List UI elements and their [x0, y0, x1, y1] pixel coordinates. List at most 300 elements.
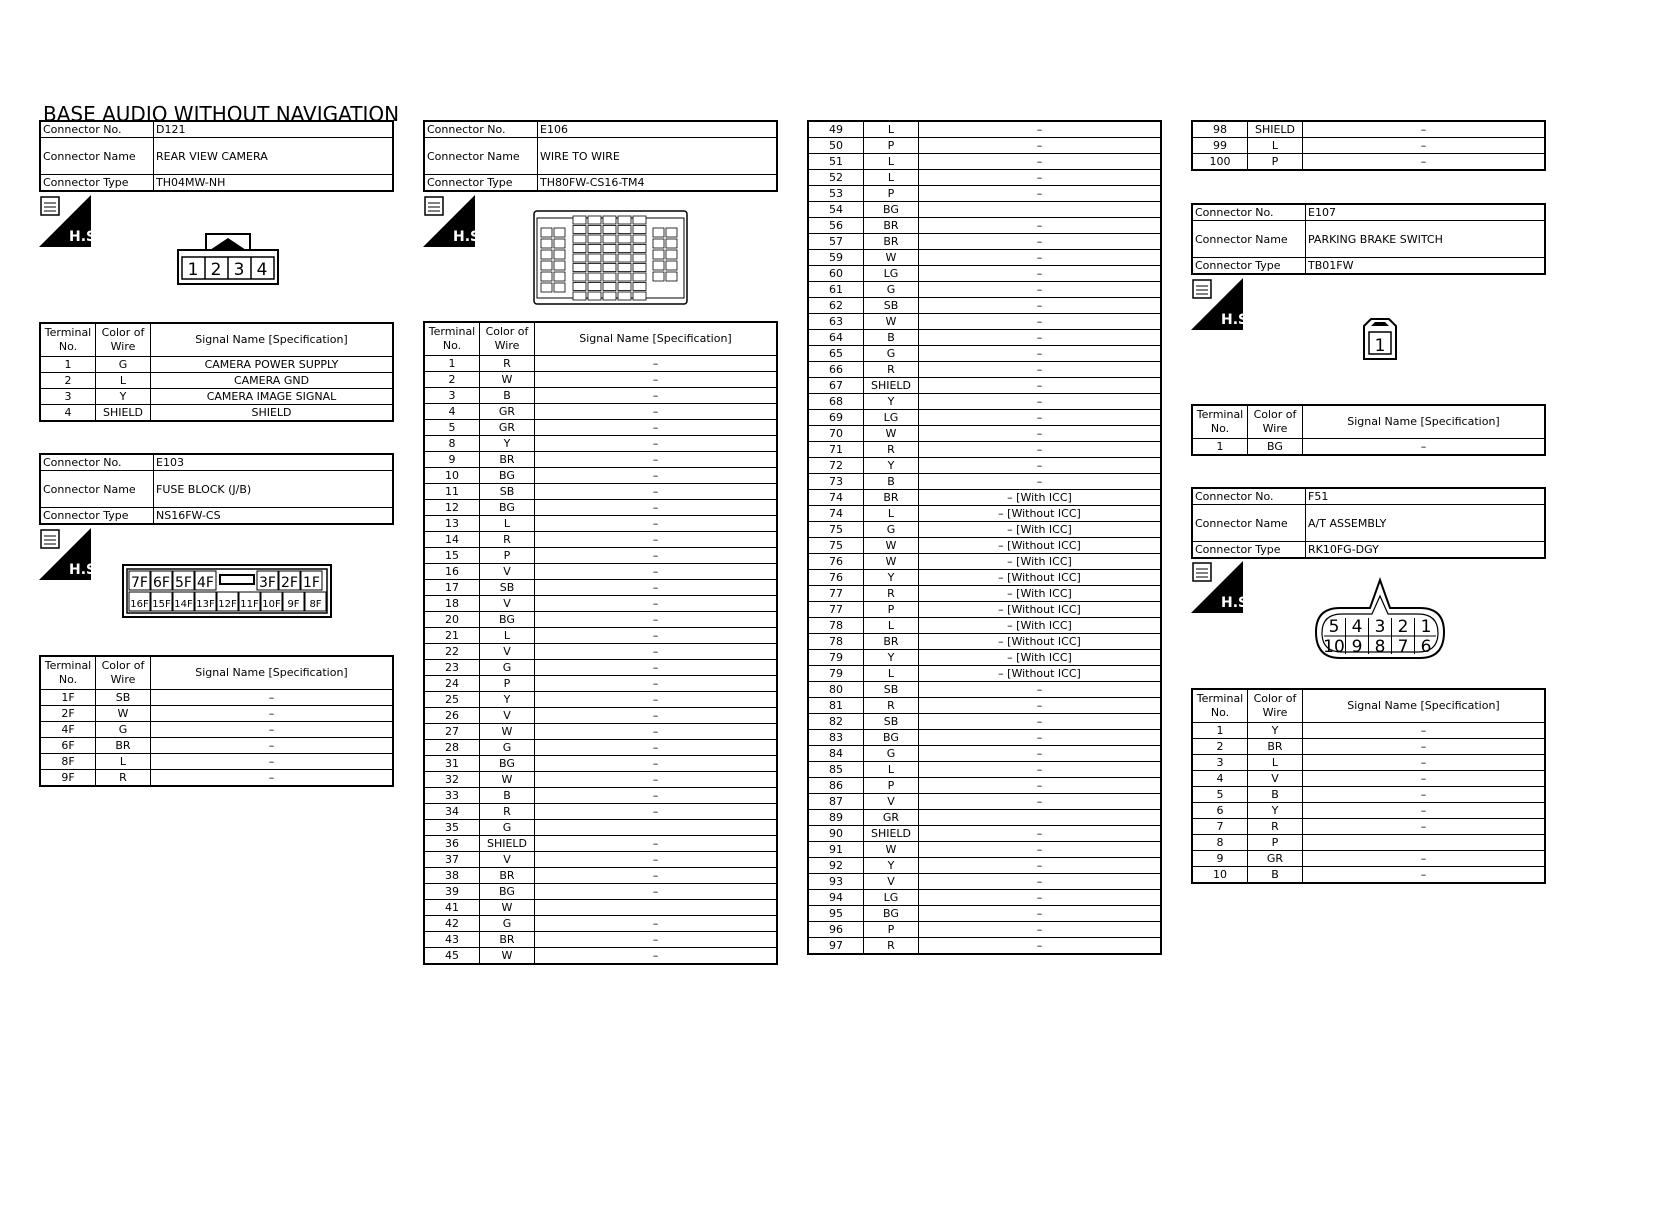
pin-cell — [588, 245, 601, 253]
wire-color-cell: W — [864, 554, 919, 570]
pin-cell — [573, 292, 586, 300]
signal-name-cell: – — [919, 314, 1162, 330]
table-row — [808, 618, 1161, 634]
table-row — [424, 404, 777, 420]
connector-type-value: NS16FW-CS — [154, 508, 394, 525]
wire-color-cell: L — [864, 666, 919, 682]
signal-name-cell: – — [919, 794, 1162, 810]
table-row — [424, 596, 777, 612]
signal-name-cell: CAMERA IMAGE SIGNAL — [151, 389, 394, 405]
wire-color-cell: P — [864, 138, 919, 154]
pin-cell — [666, 272, 677, 281]
harness-side-icon — [39, 195, 102, 247]
terminal-no-cell: 7 — [1192, 819, 1248, 835]
pin-cell — [541, 261, 552, 270]
signal-name-cell: – — [535, 612, 778, 628]
terminal-no-cell: 43 — [424, 932, 480, 948]
fuse-slot-blank — [220, 575, 254, 584]
signal-name-cell: – [With ICC] — [919, 554, 1162, 570]
terminal-no-cell: 89 — [808, 810, 864, 826]
pin-label: 4 — [1351, 617, 1363, 637]
pin-label: 10 — [1323, 637, 1345, 657]
harness-side-icon — [1191, 278, 1254, 330]
signal-name-cell: – — [919, 346, 1162, 362]
wire-color-cell: SHIELD — [864, 826, 919, 842]
terminal-no-cell: 66 — [808, 362, 864, 378]
table-row — [424, 580, 777, 596]
signal-name-cell: – — [1303, 755, 1546, 771]
table-row — [808, 570, 1161, 586]
signal-name-cell: – — [151, 770, 394, 787]
connector-type-label: Connector Type — [40, 175, 154, 192]
signal-name-cell — [535, 900, 778, 916]
terminal-table-e106-part2 — [807, 120, 1162, 955]
pin-label: 2F — [281, 575, 298, 591]
terminal-no-cell: 59 — [808, 250, 864, 266]
terminal-no-cell: 69 — [808, 410, 864, 426]
terminal-no-cell: 71 — [808, 442, 864, 458]
connector-type-value: RK10FG-DGY — [1306, 542, 1546, 559]
terminal-no-cell: 15 — [424, 548, 480, 564]
pin-cell — [554, 283, 565, 292]
pin-cell — [554, 261, 565, 270]
wire-color-cell: BG — [480, 500, 535, 516]
signal-name-cell: – — [919, 330, 1162, 346]
table-row — [1192, 755, 1545, 771]
terminal-no-cell: 32 — [424, 772, 480, 788]
signal-name-cell: – — [919, 410, 1162, 426]
pin-cell — [618, 264, 631, 272]
connector-name-label: Connector Name — [1192, 221, 1306, 258]
connector-face-d121 — [176, 228, 280, 286]
terminal-no-cell: 3 — [424, 388, 480, 404]
table-row — [808, 506, 1161, 522]
wire-color-cell: L — [864, 121, 919, 138]
pin-cell — [541, 239, 552, 248]
connector-type-value: TB01FW — [1306, 258, 1546, 275]
signal-name-cell: – — [919, 442, 1162, 458]
signal-name-cell: CAMERA POWER SUPPLY — [151, 357, 394, 373]
terminal-no-cell: 4 — [1192, 771, 1248, 787]
terminal-no-cell: 84 — [808, 746, 864, 762]
connector-type-value: TH80FW-CS16-TM4 — [538, 175, 778, 192]
terminal-no-cell: 76 — [808, 570, 864, 586]
terminal-no-cell: 91 — [808, 842, 864, 858]
terminal-no-cell: 65 — [808, 346, 864, 362]
pin-cell — [573, 273, 586, 281]
signal-name-header: Signal Name [Specification] — [1303, 405, 1546, 439]
pin-cell — [653, 228, 664, 237]
wire-color-cell: SHIELD — [96, 405, 151, 422]
wire-color-cell: BR — [864, 234, 919, 250]
signal-name-cell: – — [535, 580, 778, 596]
terminal-no-cell: 78 — [808, 618, 864, 634]
table-row — [1192, 819, 1545, 835]
wire-color-cell: BR — [480, 932, 535, 948]
table-row — [1192, 787, 1545, 803]
terminal-no-cell: 81 — [808, 698, 864, 714]
table-row — [808, 730, 1161, 746]
table-row — [424, 804, 777, 820]
wire-color-cell: R — [480, 532, 535, 548]
signal-name-cell: – — [535, 356, 778, 372]
signal-name-cell: – [Without ICC] — [919, 506, 1162, 522]
signal-name-cell: SHIELD — [151, 405, 394, 422]
wire-color-cell: V — [480, 596, 535, 612]
wire-color-cell: G — [480, 740, 535, 756]
wire-color-cell: G — [96, 357, 151, 373]
signal-name-cell: – — [919, 778, 1162, 794]
table-row — [808, 170, 1161, 186]
wire-color-cell: P — [864, 186, 919, 202]
connector-info-e107 — [1191, 203, 1546, 275]
pin-cell — [554, 228, 565, 237]
connector-name-value: PARKING BRAKE SWITCH — [1306, 221, 1546, 258]
table-row — [808, 666, 1161, 682]
terminal-no-cell: 53 — [808, 186, 864, 202]
connector-type-label: Connector Type — [1192, 258, 1306, 275]
signal-name-cell: – — [535, 516, 778, 532]
wire-color-cell: V — [480, 708, 535, 724]
pin-cell — [633, 245, 646, 253]
table-row — [40, 706, 393, 722]
pin-label: 9 — [1351, 637, 1363, 657]
table-row — [808, 714, 1161, 730]
terminal-no-cell: 23 — [424, 660, 480, 676]
pin-cell — [541, 250, 552, 259]
terminal-no-cell: 78 — [808, 634, 864, 650]
pin-cell — [618, 245, 631, 253]
table-row — [808, 266, 1161, 282]
terminal-no-cell: 17 — [424, 580, 480, 596]
signal-name-cell: – — [919, 138, 1162, 154]
terminal-no-header: Terminal No. — [1192, 405, 1248, 439]
connector-info-f51 — [1191, 487, 1546, 559]
terminal-no-cell: 77 — [808, 602, 864, 618]
signal-name-header: Signal Name [Specification] — [535, 322, 778, 356]
pin-label: 6F — [153, 575, 170, 591]
table-row — [40, 690, 393, 706]
terminal-no-cell: 64 — [808, 330, 864, 346]
signal-name-cell: – [With ICC] — [919, 618, 1162, 634]
table-row — [1192, 867, 1545, 884]
harness-side-icon — [423, 195, 486, 247]
pin-cell — [633, 235, 646, 243]
signal-name-header: Signal Name [Specification] — [1303, 689, 1546, 723]
terminal-no-cell: 8 — [1192, 835, 1248, 851]
terminal-no-cell: 1 — [424, 356, 480, 372]
pin-cell — [653, 272, 664, 281]
wire-color-cell: W — [864, 250, 919, 266]
wire-color-cell: SB — [864, 714, 919, 730]
signal-name-cell: – — [919, 842, 1162, 858]
signal-name-cell: – [With ICC] — [919, 490, 1162, 506]
table-row — [1192, 771, 1545, 787]
connector-type-label: Connector Type — [40, 508, 154, 525]
table-row — [424, 676, 777, 692]
terminal-no-cell: 38 — [424, 868, 480, 884]
signal-name-cell: – — [535, 628, 778, 644]
signal-name-cell: – — [535, 868, 778, 884]
hs-label: H.S. — [69, 562, 102, 578]
pin-cell — [603, 264, 616, 272]
signal-name-cell: – — [1303, 121, 1546, 138]
pin-label: 3 — [1374, 617, 1386, 637]
table-row — [424, 372, 777, 388]
signal-name-cell: – — [151, 690, 394, 706]
connector-no-label: Connector No. — [1192, 488, 1306, 505]
signal-name-cell: – — [1303, 851, 1546, 867]
table-row — [808, 218, 1161, 234]
signal-name-cell: – — [919, 874, 1162, 890]
pin-cell — [653, 239, 664, 248]
wire-color-cell: R — [96, 770, 151, 787]
pin-cell — [541, 228, 552, 237]
color-of-wire-header: Color of Wire — [96, 656, 151, 690]
pin-label: 13F — [196, 599, 215, 610]
table-row — [1192, 803, 1545, 819]
table-row — [424, 868, 777, 884]
wire-color-cell: Y — [1248, 803, 1303, 819]
terminal-no-cell: 10 — [1192, 867, 1248, 884]
terminal-no-cell: 75 — [808, 538, 864, 554]
signal-name-cell: – — [919, 378, 1162, 394]
pin-cell — [666, 228, 677, 237]
pin-cell — [588, 226, 601, 234]
pin-cell — [603, 245, 616, 253]
table-row — [40, 770, 393, 787]
wire-color-cell: Y — [1248, 723, 1303, 739]
pin-label: 3 — [233, 260, 245, 280]
table-row — [1192, 739, 1545, 755]
signal-name-cell: – — [919, 762, 1162, 778]
pin-cell — [603, 273, 616, 281]
signal-name-cell — [535, 820, 778, 836]
pin-cell — [573, 226, 586, 234]
terminal-no-cell: 21 — [424, 628, 480, 644]
signal-name-cell: – — [919, 474, 1162, 490]
terminal-no-cell: 2F — [40, 706, 96, 722]
signal-name-cell: – — [535, 804, 778, 820]
terminal-no-cell: 12 — [424, 500, 480, 516]
wire-color-cell: V — [480, 564, 535, 580]
table-row — [808, 634, 1161, 650]
table-row — [424, 900, 777, 916]
connector-info-d121 — [39, 120, 394, 192]
terminal-no-cell: 4 — [40, 405, 96, 422]
wire-color-cell: BR — [864, 634, 919, 650]
table-row — [808, 522, 1161, 538]
terminal-no-cell: 68 — [808, 394, 864, 410]
connector-name-label: Connector Name — [1192, 505, 1306, 542]
signal-name-cell: – — [919, 906, 1162, 922]
terminal-no-cell: 28 — [424, 740, 480, 756]
connector-info-e106 — [423, 120, 778, 192]
wire-color-cell: P — [480, 548, 535, 564]
wire-color-cell: LG — [864, 410, 919, 426]
signal-name-cell: – — [535, 852, 778, 868]
wire-color-cell: P — [1248, 835, 1303, 851]
color-of-wire-header: Color of Wire — [1248, 689, 1303, 723]
wire-color-cell: Y — [96, 389, 151, 405]
signal-name-cell: – — [919, 154, 1162, 170]
pin-cell — [653, 250, 664, 259]
table-row — [808, 121, 1161, 138]
wire-color-cell: Y — [480, 436, 535, 452]
table-row — [424, 884, 777, 900]
wire-color-cell: BR — [1248, 739, 1303, 755]
table-row — [808, 138, 1161, 154]
signal-name-cell: – — [535, 644, 778, 660]
connector-name-value: WIRE TO WIRE — [538, 138, 778, 175]
pin-label: 7F — [131, 575, 148, 591]
table-row — [808, 794, 1161, 810]
table-row — [1192, 723, 1545, 739]
wire-color-cell: L — [1248, 755, 1303, 771]
terminal-no-cell: 13 — [424, 516, 480, 532]
terminal-no-cell: 36 — [424, 836, 480, 852]
table-row — [424, 468, 777, 484]
connector-no-value: E107 — [1306, 204, 1546, 221]
signal-name-cell: – — [535, 756, 778, 772]
signal-name-cell: – — [1303, 723, 1546, 739]
terminal-no-cell: 60 — [808, 266, 864, 282]
wire-color-cell: R — [864, 362, 919, 378]
wire-color-cell: L — [864, 154, 919, 170]
signal-name-cell: CAMERA GND — [151, 373, 394, 389]
pin-cell — [618, 216, 631, 224]
terminal-no-cell: 33 — [424, 788, 480, 804]
signal-name-cell: – — [535, 596, 778, 612]
table-row — [1192, 851, 1545, 867]
pin-cell — [666, 239, 677, 248]
signal-name-cell — [1303, 835, 1546, 851]
terminal-no-cell: 99 — [1192, 138, 1248, 154]
color-of-wire-header: Color of Wire — [96, 323, 151, 357]
table-row — [808, 922, 1161, 938]
table-row — [808, 314, 1161, 330]
pin-cell — [588, 292, 601, 300]
table-row — [808, 202, 1161, 218]
table-row — [808, 826, 1161, 842]
table-row — [808, 186, 1161, 202]
connector-name-value: FUSE BLOCK (J/B) — [154, 471, 394, 508]
connector-no-label: Connector No. — [40, 121, 154, 138]
table-row — [424, 436, 777, 452]
signal-name-cell — [919, 810, 1162, 826]
pin-cell — [633, 292, 646, 300]
terminal-no-cell: 83 — [808, 730, 864, 746]
terminal-no-cell: 9 — [424, 452, 480, 468]
connector-info-e103 — [39, 453, 394, 525]
wire-color-cell: L — [480, 516, 535, 532]
signal-name-cell: – — [535, 436, 778, 452]
table-row — [424, 916, 777, 932]
pin-cell — [633, 264, 646, 272]
table-row — [808, 586, 1161, 602]
terminal-no-cell: 90 — [808, 826, 864, 842]
table-row — [808, 442, 1161, 458]
table-row — [424, 420, 777, 436]
hs-label: H.S. — [69, 229, 102, 245]
table-row — [424, 660, 777, 676]
table-row — [808, 362, 1161, 378]
terminal-no-cell: 2 — [1192, 739, 1248, 755]
table-row — [808, 682, 1161, 698]
connector-face-e107 — [1361, 316, 1399, 362]
wire-color-cell: V — [864, 874, 919, 890]
table-row — [424, 788, 777, 804]
terminal-table-e106-part3 — [1191, 120, 1546, 171]
terminal-no-cell: 34 — [424, 804, 480, 820]
wire-color-cell: Y — [864, 458, 919, 474]
connector-name-value: A/T ASSEMBLY — [1306, 505, 1546, 542]
terminal-no-cell: 61 — [808, 282, 864, 298]
wire-color-cell: B — [864, 330, 919, 346]
table-row — [808, 410, 1161, 426]
pin-label: 14F — [174, 599, 193, 610]
pin-cell — [666, 250, 677, 259]
terminal-no-cell: 26 — [424, 708, 480, 724]
table-row — [424, 708, 777, 724]
wire-color-cell: G — [480, 660, 535, 676]
wire-color-cell: R — [864, 938, 919, 955]
wire-color-cell: BG — [1248, 439, 1303, 456]
wire-color-cell: W — [96, 706, 151, 722]
signal-name-cell: – — [919, 298, 1162, 314]
wire-color-cell: W — [864, 314, 919, 330]
pin-label: 3F — [259, 575, 276, 591]
pin-label: 6 — [1420, 637, 1432, 657]
hs-label: H.S. — [1221, 312, 1254, 328]
terminal-no-cell: 22 — [424, 644, 480, 660]
terminal-no-cell: 76 — [808, 554, 864, 570]
wire-color-cell: SHIELD — [480, 836, 535, 852]
table-row — [424, 388, 777, 404]
signal-name-cell: – — [535, 404, 778, 420]
signal-name-cell — [919, 202, 1162, 218]
wire-color-cell: BG — [480, 468, 535, 484]
signal-name-cell: – — [535, 708, 778, 724]
terminal-no-cell: 86 — [808, 778, 864, 794]
wire-color-cell: GR — [1248, 851, 1303, 867]
wire-color-cell: LG — [864, 266, 919, 282]
signal-name-cell: – — [151, 754, 394, 770]
wire-color-cell: B — [480, 388, 535, 404]
signal-name-cell: – — [535, 932, 778, 948]
signal-name-cell: – [Without ICC] — [919, 634, 1162, 650]
table-row — [808, 698, 1161, 714]
signal-name-header: Signal Name [Specification] — [151, 323, 394, 357]
terminal-no-cell: 1 — [1192, 439, 1248, 456]
signal-name-cell: – — [535, 420, 778, 436]
terminal-no-cell: 3 — [1192, 755, 1248, 771]
connector-type-value: TH04MW-NH — [154, 175, 394, 192]
pin-cell — [573, 254, 586, 262]
wire-color-cell: G — [96, 722, 151, 738]
pin-cell — [603, 235, 616, 243]
wire-color-cell: B — [864, 474, 919, 490]
terminal-no-cell: 42 — [424, 916, 480, 932]
table-row — [808, 154, 1161, 170]
table-row — [424, 500, 777, 516]
signal-name-cell: – [Without ICC] — [919, 666, 1162, 682]
pin-cell — [573, 283, 586, 291]
pin-cell — [554, 239, 565, 248]
pin-label: 8F — [309, 599, 322, 610]
wire-color-cell: BG — [864, 202, 919, 218]
terminal-no-cell: 93 — [808, 874, 864, 890]
